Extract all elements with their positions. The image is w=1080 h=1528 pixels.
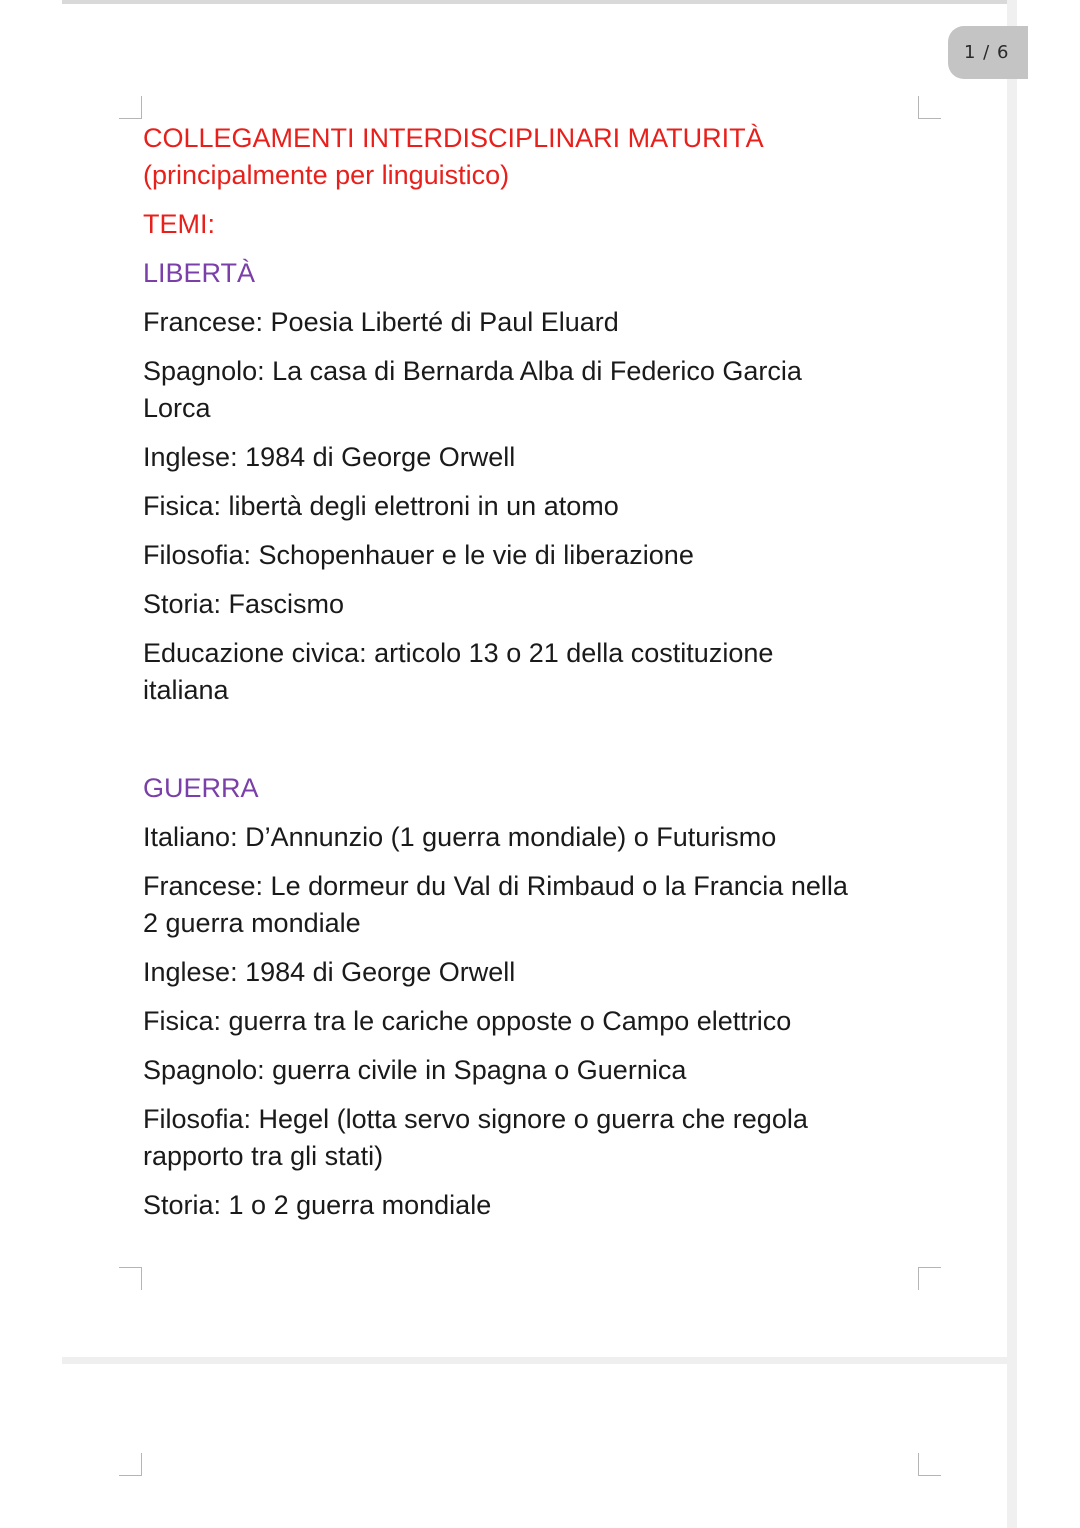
page-break-divider <box>62 1357 1007 1364</box>
item-line: rapporto tra gli stati) <box>143 1141 384 1171</box>
subject-link-item <box>143 954 943 991</box>
item-line: Spagnolo: guerra civile in Spagna o Guernica <box>143 1055 687 1085</box>
margin-corner-mark-icon <box>119 1267 142 1290</box>
item-line: Filosofia: Schopenhauer e le vie di liberazione <box>143 540 694 570</box>
margin-corner-mark-icon <box>918 1267 941 1290</box>
item-line: Fisica: guerra tra le cariche opposte o Campo elettrico <box>143 1006 792 1036</box>
item-line: Fisica: libertà degli elettroni in un atomo <box>143 491 619 521</box>
subject-link-item <box>143 304 943 341</box>
document-body <box>143 120 943 1236</box>
subject-link-item <box>143 439 943 476</box>
item-line: Inglese: 1984 di George Orwell <box>143 957 516 987</box>
item-line: italiana <box>143 675 229 705</box>
margin-corner-mark-icon <box>918 1453 941 1476</box>
margin-corner-mark-icon <box>119 96 142 119</box>
subject-link-item <box>143 353 943 427</box>
item-line: Francese: Le dormeur du Val di Rimbaud o la Francia nella <box>143 871 848 901</box>
item-line: Inglese: 1984 di George Orwell <box>143 442 516 472</box>
item-line: Storia: Fascismo <box>143 589 345 619</box>
item-line: Francese: Poesia Liberté di Paul Eluard <box>143 307 619 337</box>
item-line: Spagnolo: La casa di Bernarda Alba di Federico Garcia <box>143 356 802 386</box>
subject-link-item <box>143 819 943 856</box>
title-line: COLLEGAMENTI INTERDISCIPLINARI MATURITÀ <box>143 123 764 153</box>
item-line: Italiano: D’Annunzio (1 guerra mondiale) o Futurismo <box>143 822 777 852</box>
item-line: Storia: 1 o 2 guerra mondiale <box>143 1190 492 1220</box>
section-heading: LIBERTÀ <box>143 258 256 288</box>
item-line: Educazione civica: articolo 13 o 21 della costituzione <box>143 638 774 668</box>
document-title <box>143 120 943 194</box>
margin-corner-mark-icon <box>918 96 941 119</box>
item-line: Filosofia: Hegel (lotta servo signore o guerra che regola <box>143 1104 808 1134</box>
title-line: (principalmente per linguistico) <box>143 160 510 190</box>
subject-link-item <box>143 1003 943 1040</box>
section-heading: GUERRA <box>143 773 259 803</box>
subject-link-item <box>143 488 943 525</box>
subject-link-item <box>143 1052 943 1089</box>
margin-corner-mark-icon <box>119 1453 142 1476</box>
themes-label: TEMI: <box>143 209 215 239</box>
page-top-edge <box>62 0 1017 4</box>
subject-link-item <box>143 635 943 709</box>
subject-link-item <box>143 1187 943 1224</box>
subject-link-item <box>143 537 943 574</box>
item-line: Lorca <box>143 393 211 423</box>
sections <box>143 255 943 1224</box>
subject-link-item <box>143 1101 943 1175</box>
item-line: 2 guerra mondiale <box>143 908 361 938</box>
subject-link-item <box>143 868 943 942</box>
page-indicator: 1 / 6 <box>948 26 1028 79</box>
scrollbar-track[interactable] <box>1007 0 1017 1528</box>
blank-line <box>143 721 943 758</box>
subject-link-item <box>143 586 943 623</box>
